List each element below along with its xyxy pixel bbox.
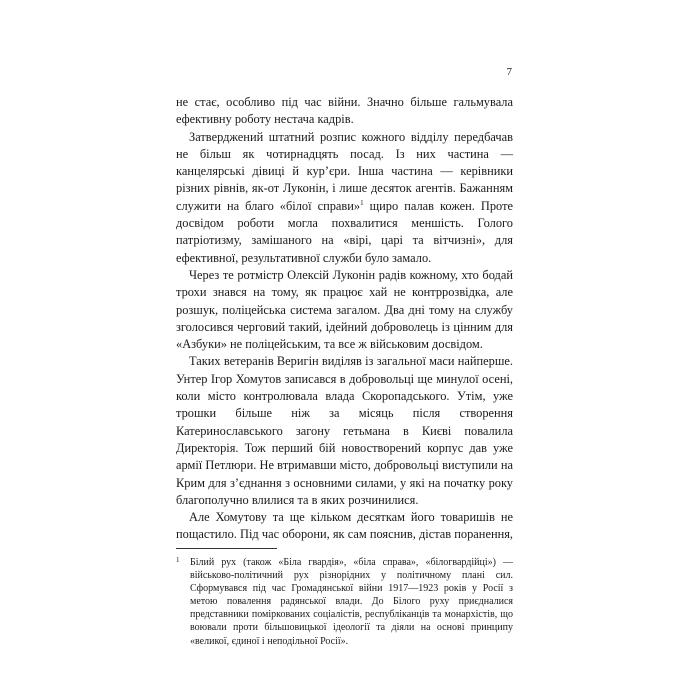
footnote-separator	[176, 548, 277, 549]
footnote-reference: 1	[360, 198, 364, 207]
page-number: 7	[506, 66, 512, 78]
paragraph-3: Через те ротмістр Олексій Луконін радів кожному, хто бодай трохи знався на тому, як працює хай не контррозвідка, але розшук, поліцейська система загалом. Два дні тому на службу зголосився черговий такий, ідейний доброволець із цінним для «Азбуки» не поліцейським, та все ж військовим досвідом.	[176, 267, 513, 352]
footnote-text: Білий рух (також «Біла гвардія», «біла справа», «білогвардійці») — військово-політичний рух різнорідних у політичному плані сил. Сформувався під час Громадянської війни 1917—1923 років у Росії з метою повалення радянської влади. До Білого руху приєдналися представники поміркованих соціалістів, республіканців та монархістів, що воювали проти більшовицької ідеології та діяли на основі принципу «великої, єдиної і неподільної Росії».	[190, 557, 513, 647]
paragraph-5: Але Хомутову та ще кільком десяткам його товаришів не пощастило. Під час оборони, як сам пояснив, дістав поранення,	[176, 510, 513, 542]
footnote	[176, 556, 513, 648]
paragraph-2-continuation: щиро палав кожен. Проте досвідом роботи могла похвалитися меншість. Голого патріотизму, замішаного на «вірі, царі та вітчизні», для ефективної, результативної служби було замало.	[176, 198, 514, 265]
main-text	[176, 94, 513, 544]
footnote-marker: 1	[176, 556, 180, 564]
paragraph-1: не стає, особливо під час війни. Значно більше гальмувала ефективну роботу нестача кадрів.	[176, 95, 513, 127]
paragraph-2-text: Затверджений штатний розпис кожного відділу передбачав не більш як чотирнадцять посад. Із них частина — канцелярські дівиці й кур’єри. Інша частина — керівники різних рівнів, як-от Луконін, і лише десяток агентів. Бажанням служити на благо «білої справи»	[176, 129, 513, 213]
paragraph-4: Таких ветеранів Веригін виділяв із загальної маси найперше. Унтер Ігор Хомутов записався в добровольці ще минулої осені, коли місто контролювала влада Скоропадського. Утім, уже трошки більше ніж за місяць після створення Катеринославського загону гетьмана в Києві повалила Директорія. Тож перший бій новостворений корпус дав уже армії Петлюри. Не втримавши місто, добровольці виступили на Крим для з’єднання з основними силами, у які на початку року благополучно влилися та в яких розчинилися.	[176, 354, 513, 507]
paragraph-2	[176, 129, 513, 267]
